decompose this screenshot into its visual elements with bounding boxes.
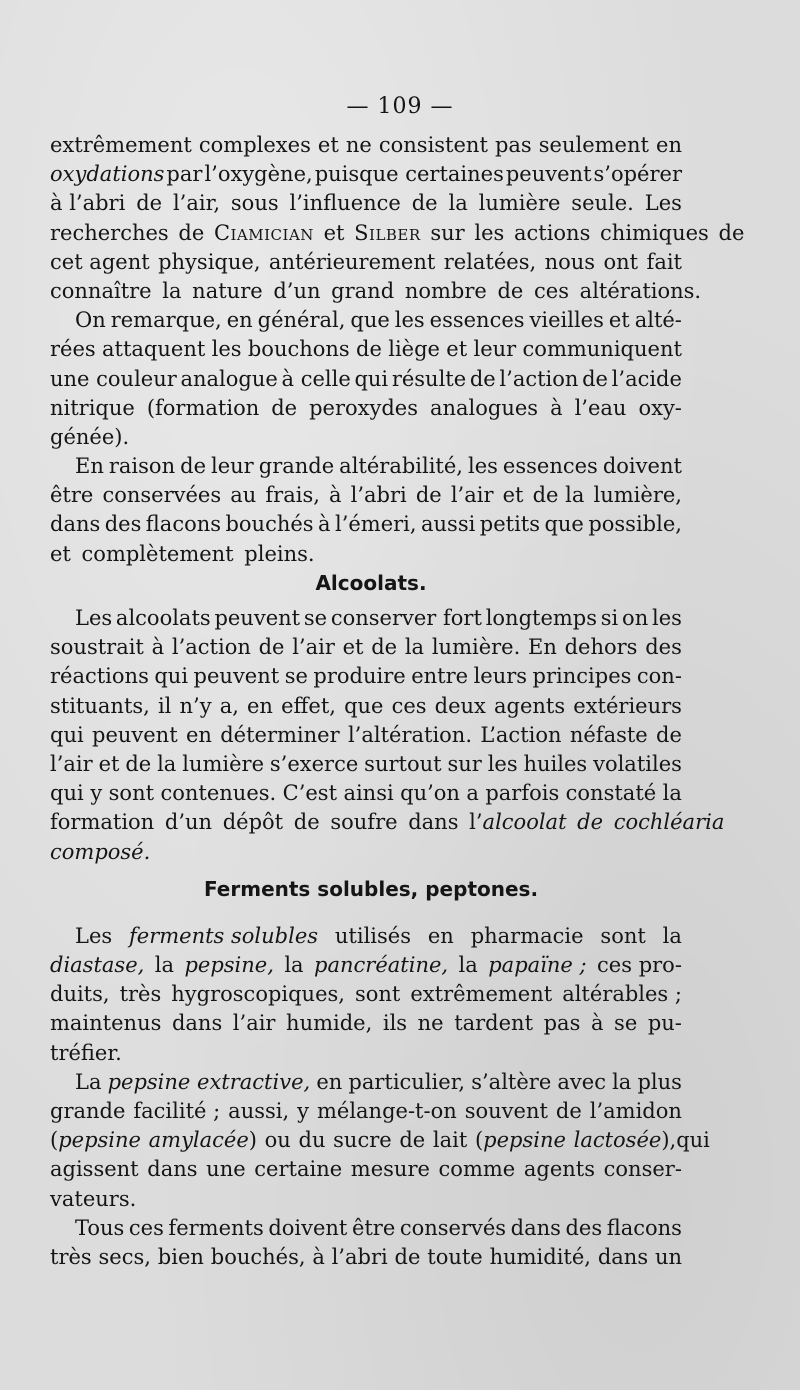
p4-line9: composé. xyxy=(50,839,151,864)
section-heading-ferments: Ferments solubles, peptones. xyxy=(203,876,539,901)
p2-line1: On remarque, en général, que les essences vieilles et alté- xyxy=(75,308,682,333)
p6-line2: grande facilité ; aussi, y mélange-t-on souvent de l’amidon xyxy=(50,1099,682,1123)
p5-line2: diastase, la pepsine, la pancréatine, la papaïne ; ces pro- xyxy=(50,953,682,978)
p1-line3: à l’abri de l’air, sous l’influence de la lumière seule. Les xyxy=(50,191,682,216)
p7-line1: Tous ces ferments doivent être conservés dans des flacons xyxy=(75,1215,682,1240)
p2-line2: rées attaquent les bouchons de liège et leur communiquent xyxy=(50,337,682,362)
p7-line2: très secs, bien bouchés, à l’abri de toute humidité, dans un xyxy=(50,1244,682,1269)
p3-line4: et complètement pleins. xyxy=(50,541,315,566)
p3-line2: être conservées au frais, à l’abri de l’air et de la lumière, xyxy=(50,483,682,508)
p1-line6: connaître la nature d’un grand nombre de ces altérations. xyxy=(50,278,702,303)
p4-line4: stituants, il n’y a, en effet, que ces deux agents extérieurs xyxy=(50,693,682,718)
p1-line5: cet agent physique, antérieurement relatées, nous ont fait xyxy=(50,249,682,274)
p5-line5: tréfier. xyxy=(50,1040,122,1065)
p4-line7: qui y sont contenues. C’est ainsi qu’on a parfois constaté la xyxy=(50,781,682,806)
author-ciamician: Ciamician xyxy=(213,220,314,245)
p3-line1: En raison de leur grande altérabilité, les essences doivent xyxy=(75,454,682,479)
p4-line1: Les alcoolats peuvent se conserver fort longtemps si on les xyxy=(75,606,682,630)
body-text xyxy=(50,131,745,1272)
section-heading-alcoolats: Alcoolats. xyxy=(315,570,427,595)
p4-line3: réactions qui peuvent se produire entre leurs principes con- xyxy=(50,664,682,689)
page-number: — 109 — xyxy=(346,94,454,119)
p6-line4: agissent dans une certaine mesure comme agents conser- xyxy=(50,1157,682,1182)
p6-line3: ( pepsine amylacée ) ou du sucre de lait ( pepsine lactosée ),qui xyxy=(50,1128,710,1153)
p4-line8: formation d’un dépôt de soufre dans l’ alcoolat de cochléaria xyxy=(50,810,725,835)
p2-line4: nitrique (formation de peroxydes analogues à l’eau oxy- xyxy=(50,395,682,420)
p6-line5: vateurs. xyxy=(50,1186,137,1211)
p3-line3: dans des flacons bouchés à l’émeri, aussi petits que possible, xyxy=(50,512,682,537)
p1-line2: oxydations par l’oxygène, puisque certaines peuvent s’opérer xyxy=(50,162,682,187)
p5-line4: maintenus dans l’air humide, ils ne tardent pas à se pu- xyxy=(50,1011,682,1036)
p2-line3: une couleur analogue à celle qui résulte de l’action de l’acide xyxy=(50,366,682,391)
p4-line2: soustrait à l’action de l’air et de la lumière. En dehors des xyxy=(50,635,682,660)
p6-line1: La pepsine extractive, en particulier, s’altère avec la plus xyxy=(75,1069,682,1094)
p4-line5: qui peuvent en déterminer l’altération. L’action néfaste de xyxy=(50,722,682,747)
p2-line5: génée). xyxy=(50,424,130,449)
p5-line3: duits, très hygroscopiques, sont extrêmement altérables ; xyxy=(50,982,682,1007)
p4-line6: l’air et de la lumière s’exerce surtout sur les huiles volatiles xyxy=(50,751,682,776)
p1-line4: recherches de Ciamician et Silber sur les actions chimiques de xyxy=(50,219,682,248)
p5-line1: Les ferments solubles utilisés en pharmacie sont la xyxy=(75,923,682,948)
author-silber: Silber xyxy=(354,220,421,245)
p1-line1: extrêmement complexes et ne consistent pas seulement en xyxy=(50,133,682,157)
